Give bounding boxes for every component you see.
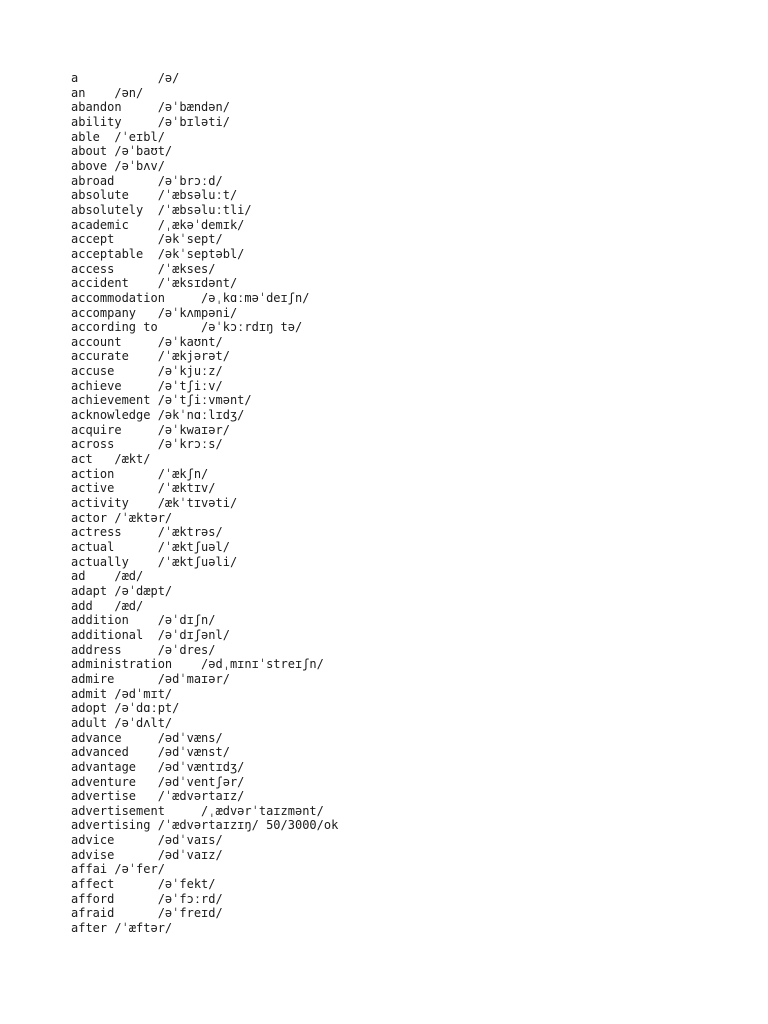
word-entry-line: across /əˈkrɔːs/ [71, 437, 223, 452]
word-entry-line: advertise /ˈædvərtaɪz/ [71, 789, 245, 804]
word-entry-line: ability /əˈbɪləti/ [71, 114, 230, 129]
word-entry-line: address /əˈdres/ [71, 642, 216, 657]
word-entry-line: adapt /əˈdæpt/ [71, 583, 173, 598]
word-entry-line: accuse /əˈkjuːz/ [71, 364, 223, 379]
word-entry-line: access /ˈækses/ [71, 261, 216, 276]
word-entry-line: advantage /ədˈvæntɪdʒ/ [71, 759, 245, 774]
word-entry-line: above /əˈbʌv/ [71, 158, 165, 173]
word-entry-line: advanced /ədˈvænst/ [71, 745, 230, 760]
word-entry-line: acceptable /əkˈseptəbl/ [71, 246, 245, 261]
word-entry-line: accident /ˈæksɪdənt/ [71, 276, 238, 291]
word-list-document [71, 71, 338, 936]
word-entry-line: absolute /ˈæbsəluːt/ [71, 188, 238, 203]
word-entry-line: account /əˈkaʊnt/ [71, 334, 223, 349]
word-entry-line: active /ˈæktɪv/ [71, 481, 216, 496]
word-entry-line: addition /əˈdɪʃn/ [71, 613, 216, 628]
word-entry-line: an /ən/ [71, 85, 144, 100]
word-entry-line: accompany /əˈkʌmpəni/ [71, 305, 238, 320]
word-entry-line: advise /ədˈvaɪz/ [71, 847, 223, 862]
word-entry-line: administration /ədˌmɪnɪˈstreɪʃn/ [71, 657, 324, 672]
word-entry-line: advice /ədˈvaɪs/ [71, 833, 223, 848]
word-entry-line: a /ə/ [71, 71, 180, 85]
word-entry-line: abandon /əˈbændən/ [71, 100, 230, 115]
word-entry-line: abroad /əˈbrɔːd/ [71, 173, 223, 188]
word-entry-line: academic /ˌækəˈdemɪk/ [71, 217, 245, 232]
word-entry-line: admire /ədˈmaɪər/ [71, 671, 230, 686]
word-entry-line: actually /ˈæktʃuəli/ [71, 554, 238, 569]
word-entry-line: act /ækt/ [71, 452, 151, 467]
word-entry-line: accurate /ˈækjərət/ [71, 349, 230, 364]
word-entry-line: action /ˈækʃn/ [71, 466, 209, 481]
word-entry-line: actual /ˈæktʃuəl/ [71, 540, 230, 554]
word-entry-line: afraid /əˈfreɪd/ [71, 906, 223, 921]
word-entry-line: admit /ədˈmɪt/ [71, 686, 173, 701]
word-entry-line: adult /əˈdʌlt/ [71, 715, 173, 730]
word-entry-line: affai /əˈfer/ [71, 862, 165, 877]
word-entry-line: advertising /ˈædvərtaɪzɪŋ/ 50/3000/ok [71, 818, 339, 833]
word-entry-line: actor /ˈæktər/ [71, 510, 173, 525]
word-entry-line: according to /əˈkɔːrdɪŋ tə/ [71, 320, 303, 335]
word-entry-line: adventure /ədˈventʃər/ [71, 774, 245, 789]
word-entry-line: achievement /əˈtʃiːvmənt/ [71, 393, 252, 408]
word-entry-line: add /æd/ [71, 598, 144, 613]
word-entry-line: activity /ækˈtɪvəti/ [71, 496, 238, 511]
word-entry-line: ad /æd/ [71, 569, 144, 584]
word-entry-line: advertisement /ˌædvərˈtaɪzmənt/ [71, 803, 324, 818]
word-entry-line: adopt /əˈdɑːpt/ [71, 701, 180, 716]
word-entry-line: acknowledge /əkˈnɑːlɪdʒ/ [71, 408, 245, 423]
word-entry-line: after /ˈæftər/ [71, 921, 173, 936]
word-entry-line: able /ˈeɪbl/ [71, 129, 165, 144]
word-entry-line: advance /ədˈvæns/ [71, 730, 223, 745]
word-entry-line: additional /əˈdɪʃənl/ [71, 627, 230, 642]
word-entry-line: actress /ˈæktrəs/ [71, 525, 223, 540]
word-entry-line: absolutely /ˈæbsəluːtli/ [71, 202, 252, 217]
word-entry-line: affect /əˈfekt/ [71, 877, 216, 892]
word-entry-line: acquire /əˈkwaɪər/ [71, 422, 230, 437]
word-entry-line: accept /əkˈsept/ [71, 232, 223, 247]
word-entry-line: about /əˈbaʊt/ [71, 144, 173, 159]
word-entry-line: accommodation /əˌkɑːməˈdeɪʃn/ [71, 290, 310, 305]
word-entry-line: achieve /əˈtʃiːv/ [71, 378, 223, 393]
word-entry-line: afford /əˈfɔːrd/ [71, 891, 223, 906]
